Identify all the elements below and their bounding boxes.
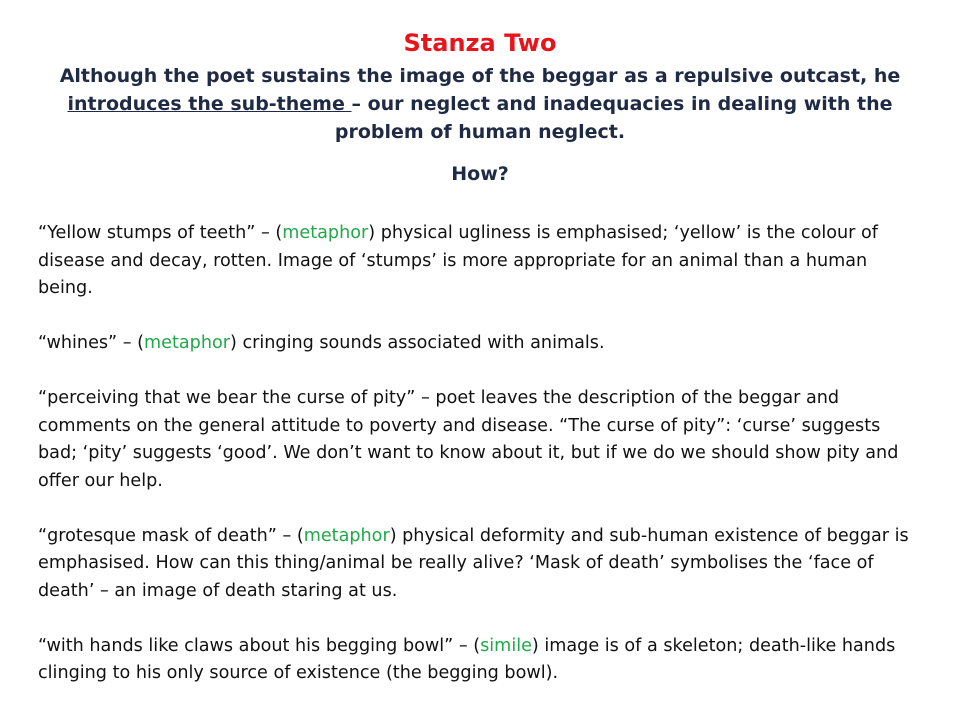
intro-text-1: Although the poet sustains the image of the beggar as a repulsive outcast, he — [59, 65, 901, 87]
analysis-paragraph-pity — [38, 385, 922, 495]
analysis-paragraph-claws — [38, 633, 922, 688]
analysis-body — [38, 220, 922, 688]
quote-lead: “with hands like claws about his begging bowl” – ( — [38, 635, 481, 656]
analysis-paragraph-whines — [38, 330, 922, 358]
slide-title: Stanza Two — [403, 29, 557, 57]
explanation: ) cringing sounds associated with animals. — [230, 333, 605, 353]
paragraph-text: “perceiving that we bear the curse of pity” – poet leaves the description of the beggar and comments on the general attitude to poverty and disease. “The curse of pity”: ‘curse’ suggests bad; ‘pity’ suggests ‘good’. We don’t want to know about it, but if we do we should show pity and offer our help. — [38, 388, 899, 491]
intro-underlined-text: introduces the sub-theme — [67, 93, 352, 115]
question-heading: How? — [451, 163, 509, 185]
explanation: ) image is of a skeleton; death-like hands clinging to his only source of existence (the begging bowl). — [38, 635, 896, 683]
analysis-paragraph-mask — [38, 523, 922, 606]
quote-lead: “Yellow stumps of teeth” – ( — [38, 223, 283, 243]
device-label: metaphor — [144, 333, 230, 353]
explanation: ) physical deformity and sub-human existence of beggar is emphasised. How can this thing/animal be really alive? ‘Mask of death’ symbolises the ‘face of death’ – an image of death staring at us. — [38, 525, 909, 601]
explanation: ) physical ugliness is emphasised; ‘yellow’ is the colour of disease and decay, rotten. Image of ‘stumps’ is more appropriate for an animal than a human being. — [38, 223, 878, 298]
quote-lead: “whines” – ( — [38, 333, 145, 353]
device-label: metaphor — [303, 525, 390, 546]
analysis-paragraph-teeth — [38, 220, 922, 303]
quote-lead: “grotesque mask of death” – ( — [38, 525, 304, 546]
device-label: simile — [480, 635, 532, 656]
intro-text-2: – our neglect and inadequacies in dealing with the problem of human neglect. — [334, 93, 893, 143]
intro-statement — [40, 62, 920, 146]
device-label: metaphor — [282, 223, 369, 243]
